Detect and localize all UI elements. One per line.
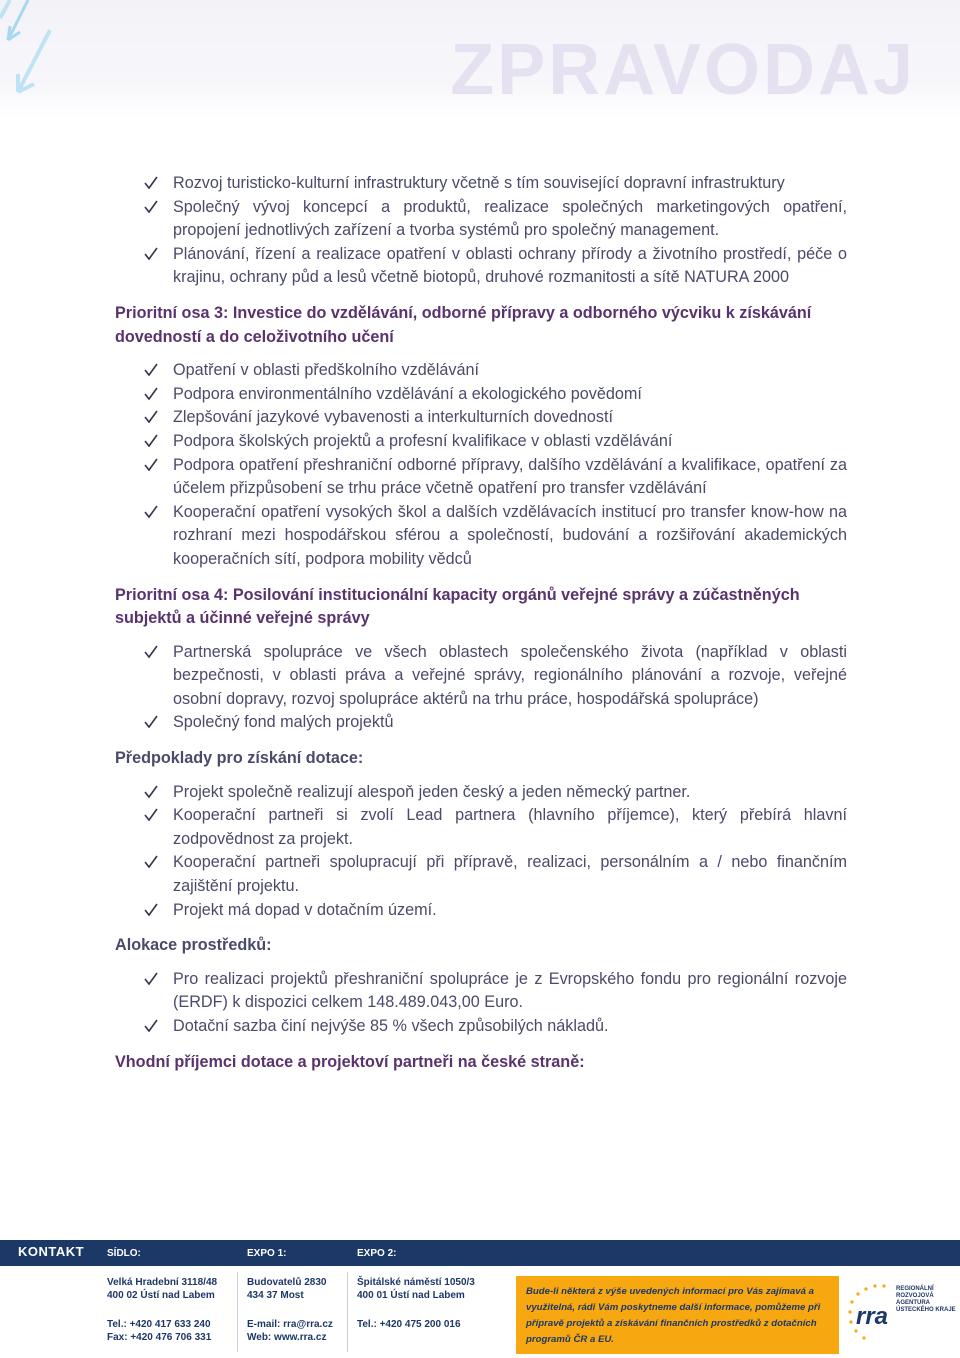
check-icon <box>144 383 162 405</box>
corner-arrows-icon <box>0 0 80 100</box>
check-icon <box>144 501 162 523</box>
check-icon <box>144 851 162 873</box>
recipients-heading: Vhodní příjemci dotace a projektoví partneři na české straně: <box>115 1052 585 1071</box>
list-item: Dotační sazba činí nejvýše 85 % všech způsobilých nákladů. <box>115 1015 847 1039</box>
check-icon <box>144 711 162 733</box>
expo1-label: EXPO 1: <box>247 1248 287 1259</box>
check-icon <box>144 641 162 663</box>
sidlo-label: SÍDLO: <box>107 1248 141 1259</box>
list-item: Projekt má dopad v dotačním území. <box>115 899 847 923</box>
web-link[interactable]: Web: www.rra.cz <box>247 1332 327 1343</box>
axis-3-list <box>115 359 847 571</box>
list-item: Podpora environmentálního vzdělávání a ekologického povědomí <box>115 383 847 407</box>
list-item: Projekt společně realizují alespoň jeden český a jeden německý partner. <box>115 781 847 805</box>
list-item: Rozvoj turisticko-kulturní infrastruktury včetně s tím související dopravní infrastruktury <box>115 172 847 196</box>
list-item: Opatření v oblasti předškolního vzdělávání <box>115 359 847 383</box>
allocation-list <box>115 968 847 1039</box>
list-item: Společný vývoj koncepcí a produktů, realizace společných marketingových opatření, propojení jednotlivých zařízení a tvorba systémů pro společný management. <box>115 196 847 243</box>
priority-axis-4-heading: Prioritní osa 4: Posilování institucionální kapacity orgánů veřejné správy a zúčastněných subjektů a účinné veřejné správy <box>115 585 800 628</box>
check-icon <box>144 781 162 803</box>
check-icon <box>144 804 162 826</box>
kontakt-label: KONTAKT <box>18 1244 85 1259</box>
check-icon <box>144 899 162 921</box>
logo-caption: REGIONÁLNÍ ROZVOJOVÁ AGENTURA ÚSTECKÉHO KRAJE <box>896 1286 956 1313</box>
list-item: Zlepšování jazykové vybavenosti a interkulturních dovedností <box>115 406 847 430</box>
list-item: Pro realizaci projektů přeshraniční spolupráce je z Evropského fondu pro regionální rozvoje (ERDF) k dispozici celkem 148.489.043,00 Euro. <box>115 968 847 1015</box>
footer-divider <box>237 1272 238 1352</box>
list-item: Podpora školských projektů a profesní kvalifikace v oblasti vzdělávání <box>115 430 847 454</box>
allocation-heading: Alokace prostředků: <box>115 936 272 955</box>
expo1-address: Budovatelů 2830 434 37 Most <box>247 1277 327 1301</box>
sidlo-contact: Tel.: +420 417 633 240 Fax: +420 476 706 331 <box>107 1319 212 1343</box>
check-icon <box>144 406 162 428</box>
list-item: Podpora opatření přeshraniční odborné přípravy, dalšího vzdělávání a kvalifikace, opatření za účelem přizpůsobení se trhu práce včetně opatření pro transfer vzdělávání <box>115 454 847 501</box>
intro-list <box>115 172 847 290</box>
info-box: Bude-li některá z výše uvedených informací pro Vás zajímavá a využitelná, rádi Vám poskytneme další informace, pomůžeme při přípravě projektů a získávání finančních prostředků z dotačních programů ČR a EU. <box>516 1276 839 1354</box>
expo2-label: EXPO 2: <box>357 1248 397 1259</box>
footer-divider <box>347 1272 348 1352</box>
check-icon <box>144 196 162 218</box>
email-link[interactable]: E-mail: rra@rra.cz <box>247 1319 333 1330</box>
check-icon <box>144 968 162 990</box>
list-item: Kooperační opatření vysokých škol a dalších vzdělávacích institucí pro transfer know-how na rozhraní mezi hospodářskou sférou a společností, budování a rozšiřování akademických kooperačních sítí, podpora mobility vědců <box>115 501 847 572</box>
check-icon <box>144 454 162 476</box>
check-icon <box>144 172 162 194</box>
check-icon <box>144 1015 162 1037</box>
check-icon <box>144 430 162 452</box>
check-icon <box>144 243 162 265</box>
list-item: Kooperační partneři spolupracují při přípravě, realizaci, personálním a / nebo finančním zajištění projektu. <box>115 851 847 898</box>
footer-bar <box>0 1240 960 1266</box>
list-item: Plánování, řízení a realizace opatření v oblasti ochrany přírody a životního prostředí, péče o krajinu, ochrany půd a lesů včetně biotopů, druhové rozmanitosti a sítě NATURA 2000 <box>115 243 847 290</box>
list-item: Společný fond malých projektů <box>115 711 847 735</box>
prerequisites-list <box>115 781 847 923</box>
sidlo-address: Velká Hradební 3118/48 400 02 Ústí nad Labem <box>107 1277 218 1301</box>
priority-axis-3-heading: Prioritní osa 3: Investice do vzdělávání, odborné přípravy a odborného výcviku k získávání dovedností a do celoživotního učení <box>115 303 812 346</box>
expo1-contact <box>247 1318 333 1344</box>
prerequisites-heading: Předpoklady pro získání dotace: <box>115 749 364 768</box>
axis-4-list <box>115 641 847 735</box>
svg-text:rra: rra <box>856 1303 889 1330</box>
expo2-contact: Tel.: +420 475 200 016 <box>357 1319 461 1330</box>
expo2-address: Špitálské náměstí 1050/3 400 01 Ústí nad Labem <box>357 1277 475 1301</box>
main-content <box>115 172 847 1074</box>
list-item: Partnerská spolupráce ve všech oblastech společenského života (například v oblasti bezpečnosti, v oblasti práva a veřejné správy, regionálního plánování a rozvoje, veřejné osobní dopravy, rozvoj spolupráce aktérů na trhu práce, hospodářská spolupráce) <box>115 641 847 712</box>
list-item: Kooperační partneři si zvolí Lead partnera (hlavního příjemce), který přebírá hlavní zodpovědnost za projekt. <box>115 804 847 851</box>
footer <box>0 1240 960 1358</box>
check-icon <box>144 359 162 381</box>
newsletter-title: ZPRAVODAJ <box>450 30 916 110</box>
